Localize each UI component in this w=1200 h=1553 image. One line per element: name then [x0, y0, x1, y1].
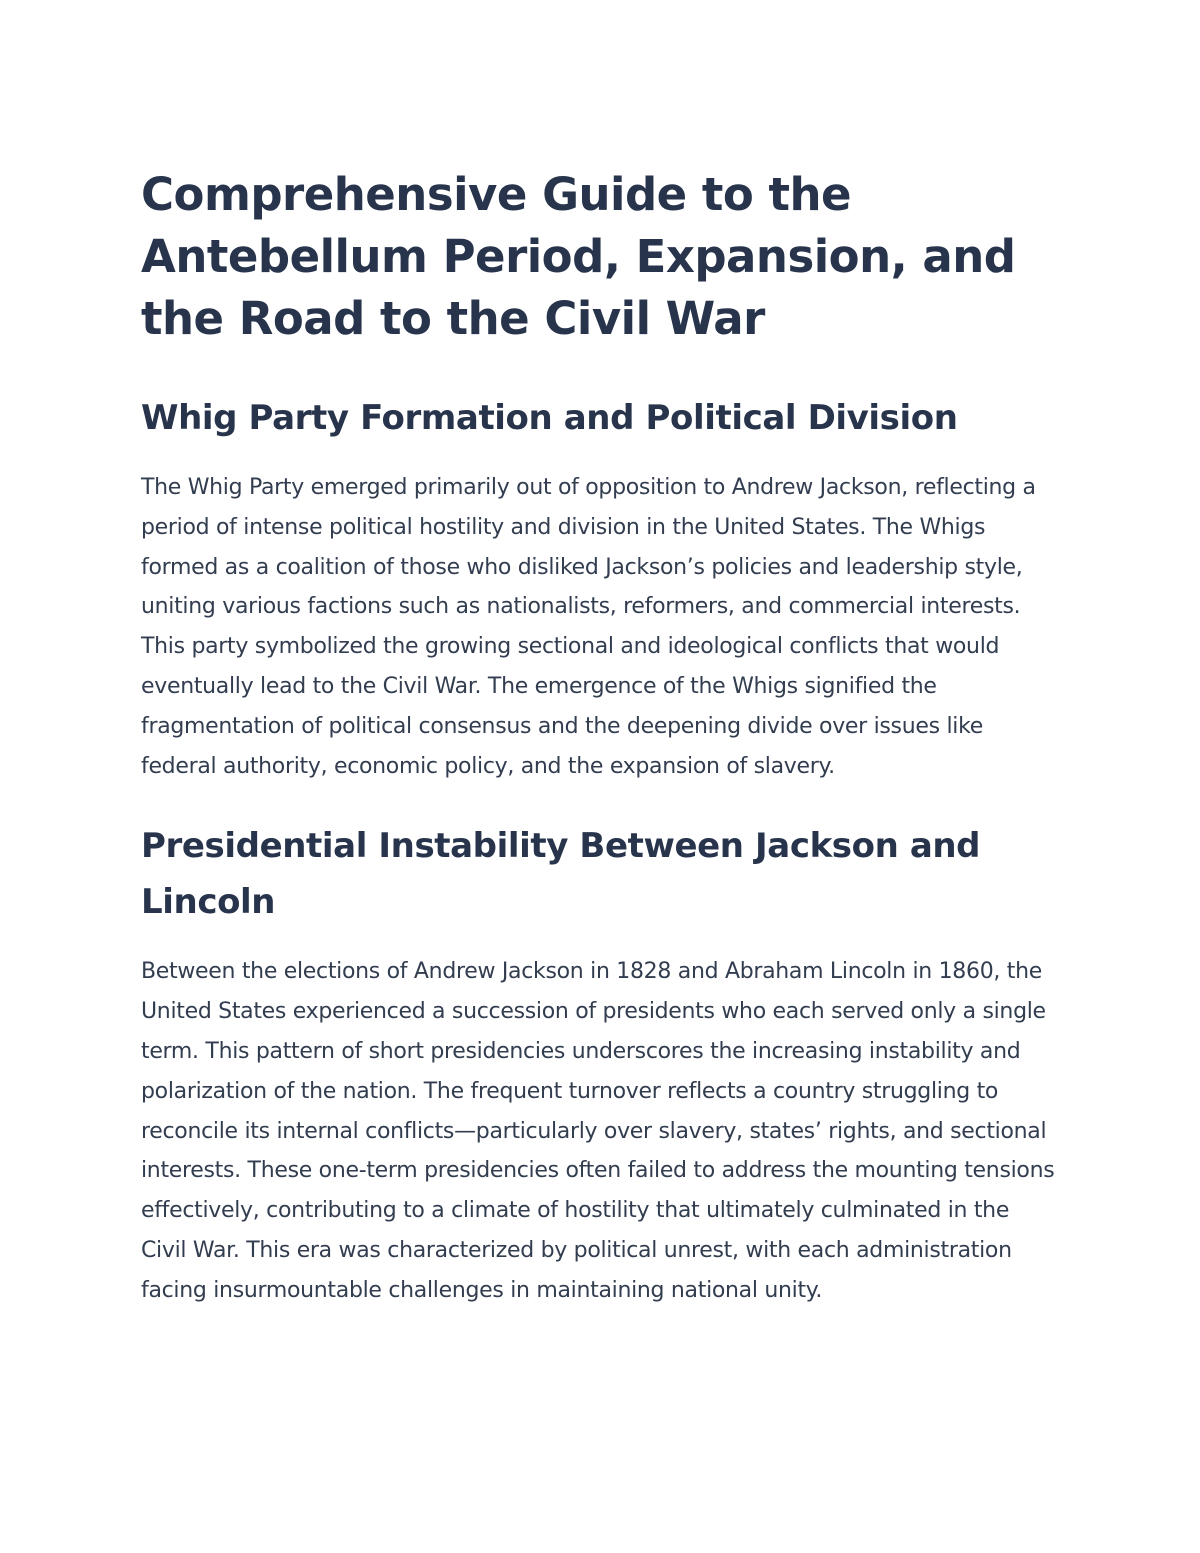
section-whig-party [141, 390, 1060, 786]
document-title: Comprehensive Guide to the Antebellum Period, Expansion, and the Road to the Civil War [141, 168, 1016, 345]
section-heading: Whig Party Formation and Political Division [141, 398, 958, 438]
section-presidential-instability [141, 818, 1060, 1310]
section-paragraph: The Whig Party emerged primarily out of opposition to Andrew Jackson, reflecting a period of intense political hostility and division in the United States. The Whigs formed as a coalition of those who disliked Jackson’s policies and leadership style, uniting various factions such as nationalists, reformers, and commercial interests. This party symbolized the growing sectional and ideological conflicts that would eventually lead to the Civil War. The emergence of the Whigs signified the fragmentation of political consensus and the deepening divide over issues like federal authority, economic policy, and the expansion of slavery. [141, 475, 1036, 779]
section-paragraph: Between the elections of Andrew Jackson in 1828 and Abraham Lincoln in 1860, the United States experienced a succession of presidents who each served only a single term. This pattern of short presidencies underscores the increasing instability and polarization of the nation. The frequent turnover reflects a country struggling to reconcile its internal conflicts—particularly over slavery, states’ rights, and sectional interests. These one-term presidencies often failed to address the mounting tensions effectively, contributing to a climate of hostility that ultimately culminated in the Civil War. This era was characterized by political unrest, with each administration facing insurmountable challenges in maintaining national unity. [141, 959, 1055, 1303]
section-heading: Presidential Instability Between Jackson and Lincoln [141, 826, 981, 923]
